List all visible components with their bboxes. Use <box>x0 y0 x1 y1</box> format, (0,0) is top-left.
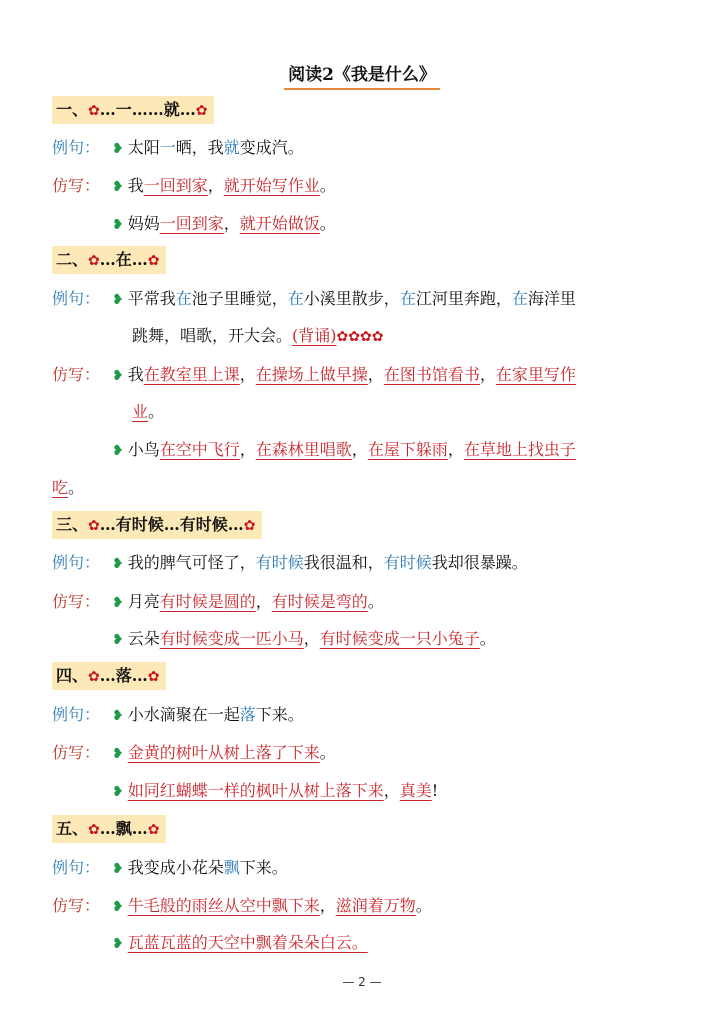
keyword-text: 有时候 <box>255 553 304 572</box>
keyword-text: 在 <box>511 289 528 308</box>
leaf-icon: ❥ <box>112 443 124 459</box>
leaf-icon: ❥ <box>112 217 124 233</box>
sentence-text: 池子里睡觉， <box>191 289 288 308</box>
imitate-sentence-continued <box>132 402 164 422</box>
example-sentence <box>112 858 288 879</box>
sentence-text: ! <box>431 781 439 800</box>
answer-text: 在操场上做早操 <box>255 365 368 384</box>
answer-text: 在家里写作 <box>495 365 576 384</box>
leaf-icon: ❥ <box>112 595 124 611</box>
sentence-text: 我的脾气可怪了， <box>127 553 256 572</box>
sentence-text: ， <box>351 440 368 459</box>
leaf-icon: ❥ <box>112 179 124 195</box>
leaf-icon: ❥ <box>112 784 124 800</box>
sentence-text: ， <box>239 365 256 384</box>
answer-text: 就开始写作业 <box>223 176 320 195</box>
example-sentence <box>112 289 576 310</box>
sentence-text: 。 <box>319 176 336 195</box>
sentence-text: 。 <box>148 402 165 421</box>
sentence-text: ， <box>479 365 496 384</box>
flower-icon: ✿ <box>348 329 360 345</box>
answer-text: 如同红蝴蝶一样的枫叶从树上落下来 <box>127 781 384 800</box>
answer-text: 业 <box>132 402 149 421</box>
imitate-label: 仿写： <box>52 743 101 762</box>
sentence-text: 海洋里 <box>527 289 576 308</box>
imitate-sentence <box>112 176 336 197</box>
sentence-text: 小溪里散步， <box>303 289 400 308</box>
sentence-text: ， <box>383 781 400 800</box>
leaf-icon: ❥ <box>112 556 124 572</box>
flower-icon: ✿ <box>88 669 100 685</box>
example-sentence <box>112 138 304 159</box>
sentence-text: ， <box>223 214 240 233</box>
imitate-sentence <box>112 365 576 386</box>
flower-icon: ✿ <box>195 103 208 119</box>
answer-text: 在空中飞行 <box>159 440 240 459</box>
answer-text: 在森林里唱歌 <box>255 440 352 459</box>
leaf-icon: ❥ <box>112 936 124 952</box>
sentence-text: 云朵 <box>127 629 160 648</box>
sentence-text: 我 <box>127 176 144 195</box>
flower-icon: ✿ <box>243 518 256 534</box>
leaf-icon: ❥ <box>112 861 124 877</box>
flower-icon: ✿ <box>88 518 100 534</box>
sentence-text: 太阳 <box>127 138 160 157</box>
sentence-text: 小鸟 <box>127 440 160 459</box>
imitate-sentence-continued <box>52 478 84 498</box>
example-sentence <box>112 553 528 574</box>
sentence-text: ， <box>303 629 320 648</box>
flower-icon: ✿ <box>88 103 100 119</box>
sentence-text: 。 <box>319 743 336 762</box>
sentence-text: 江河里奔跑， <box>415 289 512 308</box>
imitate-label: 仿写： <box>52 365 101 384</box>
sentence-text: 变成汽。 <box>239 138 304 157</box>
imitate-sentence <box>112 440 576 461</box>
answer-text: 有时候变成一匹小马 <box>159 629 304 648</box>
sentence-text: ， <box>239 440 256 459</box>
imitate-sentence <box>112 214 336 235</box>
example-sentence <box>112 705 304 726</box>
imitate-sentence <box>112 781 438 802</box>
sentence-text: 。 <box>319 214 336 233</box>
imitate-sentence <box>112 629 496 650</box>
sentence-text: 。 <box>415 896 432 915</box>
keyword-text: 一 <box>159 138 176 157</box>
section-heading-3: 三、✿…有时候…有时候…✿ <box>52 511 262 539</box>
sentence-text: 下来。 <box>255 705 304 724</box>
imitate-sentence <box>112 896 432 917</box>
answer-text: 牛毛般的雨丝从空中飘下来 <box>127 896 320 915</box>
keyword-text: 落 <box>239 705 256 724</box>
sentence-text: 我 <box>127 365 144 384</box>
answer-text: 金黄的树叶从树上落了下来 <box>127 743 320 762</box>
answer-text: 就开始做饭 <box>239 214 320 233</box>
answer-text: 有时候是弯的 <box>271 592 368 611</box>
flower-icon: ✿ <box>336 329 349 345</box>
sentence-text: 我却很暴躁。 <box>431 553 528 572</box>
flower-icon: ✿ <box>147 822 160 838</box>
sentence-text: 我变成小花朵 <box>127 858 224 877</box>
section-heading-5: 五、✿…飘…✿ <box>52 815 166 843</box>
sentence-text: 平常我 <box>127 289 176 308</box>
sentence-text: 下来。 <box>239 858 288 877</box>
answer-text: 一回到家 <box>143 176 208 195</box>
flower-icon: ✿ <box>359 329 372 345</box>
flower-icon: ✿ <box>147 669 160 685</box>
flower-icon: ✿ <box>88 253 100 269</box>
leaf-icon: ❥ <box>112 141 124 157</box>
answer-text: 有时候是圆的 <box>159 592 256 611</box>
section-heading-2: 二、✿…在…✿ <box>52 246 166 274</box>
leaf-icon: ❥ <box>112 746 124 762</box>
example-sentence-continued <box>132 326 383 347</box>
answer-text: 在屋下躲雨 <box>367 440 448 459</box>
answer-text: 瓦蓝瓦蓝的天空中飘着朵朵白云。 <box>127 933 368 952</box>
imitate-label: 仿写： <box>52 896 101 915</box>
imitate-sentence <box>112 592 384 613</box>
imitate-sentence <box>112 933 368 954</box>
keyword-text: 飘 <box>223 858 240 877</box>
page-number: — 2 — <box>342 975 382 989</box>
sentence-text: ， <box>319 896 336 915</box>
sentence-text: 我很温和， <box>303 553 384 572</box>
leaf-icon: ❥ <box>112 292 124 308</box>
section-heading-4: 四、✿…落…✿ <box>52 662 166 690</box>
answer-text: 有时候变成一只小兔子 <box>319 629 480 648</box>
leaf-icon: ❥ <box>112 708 124 724</box>
keyword-text: 有时候 <box>383 553 432 572</box>
keyword-text: 在 <box>175 289 192 308</box>
imitate-sentence <box>112 743 336 764</box>
sentence-text: 小水滴聚在一起 <box>127 705 240 724</box>
example-label: 例句： <box>52 138 101 157</box>
imitate-label: 仿写： <box>52 176 101 195</box>
answer-text: 在图书馆看书 <box>383 365 480 384</box>
keyword-text: 在 <box>399 289 416 308</box>
answer-text: 真美 <box>399 781 432 800</box>
answer-text: 在教室里上课 <box>143 365 240 384</box>
sentence-text: 。 <box>68 478 85 497</box>
imitate-label: 仿写： <box>52 592 101 611</box>
example-label: 例句： <box>52 858 101 877</box>
recite-note: (背诵) <box>292 326 337 345</box>
leaf-icon: ❥ <box>112 632 124 648</box>
section-heading-1: 一、✿…一……就…✿ <box>52 96 214 124</box>
answer-text: 吃 <box>52 478 69 497</box>
sentence-text: 。 <box>367 592 384 611</box>
sentence-text: ， <box>447 440 464 459</box>
sentence-text: ， <box>367 365 384 384</box>
example-label: 例句： <box>52 553 101 572</box>
leaf-icon: ❥ <box>112 899 124 915</box>
flower-icon: ✿ <box>371 329 384 345</box>
sentence-text: ， <box>207 176 224 195</box>
example-label: 例句： <box>52 705 101 724</box>
answer-text: 一回到家 <box>159 214 224 233</box>
keyword-text: 在 <box>287 289 304 308</box>
answer-text: 在草地上找虫子 <box>463 440 576 459</box>
sentence-text: 晒，我 <box>175 138 224 157</box>
sentence-text: ， <box>255 592 272 611</box>
leaf-icon: ❥ <box>112 368 124 384</box>
flower-icon: ✿ <box>88 822 100 838</box>
sentence-text: 。 <box>479 629 496 648</box>
sentence-text: 妈妈 <box>127 214 160 233</box>
sentence-text: 月亮 <box>127 592 160 611</box>
keyword-text: 就 <box>223 138 240 157</box>
example-label: 例句： <box>52 289 101 308</box>
answer-text: 滋润着万物 <box>335 896 416 915</box>
flower-icon: ✿ <box>147 253 160 269</box>
page-title: 阅读2《我是什么》 <box>0 60 724 90</box>
sentence-text: 跳舞，唱歌，开大会。 <box>132 326 293 345</box>
